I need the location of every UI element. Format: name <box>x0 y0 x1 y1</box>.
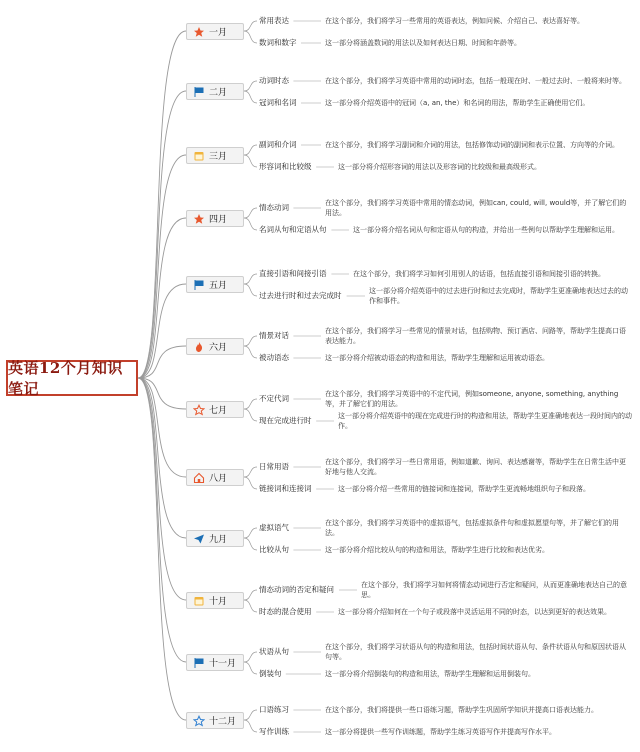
topic-description: 这一部分将涵盖数词的用法以及如何表达日期、时间和年龄等。 <box>325 39 521 47</box>
topic-label[interactable]: 情态动词 <box>259 203 289 212</box>
topic-description: 在这个部分，我们将学习英语中常用的动词时态，包括一般现在时、一般过去时、一般将来时等。 <box>325 77 626 85</box>
fire-icon <box>193 341 205 353</box>
month-node[interactable] <box>186 530 244 547</box>
topic-label[interactable]: 过去进行时和过去完成时 <box>259 291 342 300</box>
month-node[interactable] <box>186 338 244 355</box>
topic-label[interactable]: 比较从句 <box>259 545 289 554</box>
topic-label[interactable]: 日常用语 <box>259 462 289 471</box>
month-node[interactable] <box>186 592 244 609</box>
topic-label[interactable]: 副词和介词 <box>259 140 297 149</box>
topic-description: 在这个部分，我们将学习一些常见的情景对话，包括购物、预订酒店、问路等，帮助学生提高口语表达能力。 <box>325 327 626 345</box>
topic-label[interactable]: 状语从句 <box>259 647 289 656</box>
topic-label[interactable]: 动词时态 <box>259 76 289 85</box>
star-icon <box>193 213 205 225</box>
topic-description: 这一部分将介绍如何在一个句子或段落中灵活运用不同的时态，以达到更好的表达效果。 <box>338 608 611 616</box>
topic-label[interactable]: 冠词和名词 <box>259 98 297 107</box>
month-label: 三月 <box>209 152 228 162</box>
month-label: 二月 <box>209 88 228 98</box>
topic-description: 这一部分将提供一些写作训练题，帮助学生练习英语写作并提高写作水平。 <box>325 728 556 736</box>
month-label: 九月 <box>209 535 228 545</box>
topic-description: 在这个部分，我们将学习如何将情态动词进行否定和疑问，从而更准确地表达自己的意思。 <box>361 581 627 599</box>
topic-description: 这一部分将介绍名词从句和定语从句的构造，并给出一些例句以帮助学生理解和运用。 <box>353 226 619 234</box>
topic-label[interactable]: 现在完成进行时 <box>259 416 312 425</box>
month-label: 十二月 <box>209 717 237 727</box>
topic-description: 在这个部分，我们将提供一些口语练习题，帮助学生巩固所学知识并提高口语表达能力。 <box>325 706 598 714</box>
topic-label[interactable]: 形容词和比较级 <box>259 162 312 171</box>
topic-label[interactable]: 直接引语和间接引语 <box>259 269 327 278</box>
topic-description: 在这个部分，我们将学习英语中的虚拟语气，包括虚拟条件句和虚拟愿望句等，并了解它们的用法。 <box>325 519 619 537</box>
topic-label[interactable]: 不定代词 <box>259 394 289 403</box>
topic-label[interactable]: 虚拟语气 <box>259 523 289 532</box>
star-icon <box>193 26 205 38</box>
topic-description: 这一部分将介绍一些常用的链接词和连接词，帮助学生更流畅地组织句子和段落。 <box>338 485 590 493</box>
month-label: 八月 <box>209 474 228 484</box>
month-label: 十一月 <box>209 659 237 669</box>
root-node[interactable] <box>6 360 138 396</box>
month-label: 十月 <box>209 597 228 607</box>
topic-description: 这一部分将介绍英语中的过去进行时和过去完成时，帮助学生更准确地表达过去的动作和事件。 <box>369 287 628 305</box>
flag-icon <box>193 657 205 669</box>
star-outline-icon <box>193 715 205 727</box>
topic-description: 在这个部分，我们将学习副词和介词的用法，包括修饰动词的副词和表示位置、方向等的介词。 <box>325 141 619 149</box>
paper-plane-icon <box>193 533 205 545</box>
topic-label[interactable]: 名词从句和定语从句 <box>259 225 327 234</box>
topic-description: 这一部分将介绍英语中的现在完成进行时的构造和用法，帮助学生更准确地表达一段时间内的动作。 <box>338 412 632 430</box>
calendar-icon <box>193 595 205 607</box>
month-node[interactable] <box>186 469 244 486</box>
topic-description: 这一部分将介绍倒装句的构造和用法，帮助学生理解和运用倒装句。 <box>325 670 535 678</box>
topic-label[interactable]: 时态的混合使用 <box>259 607 312 616</box>
star-outline-icon <box>193 404 205 416</box>
topic-description: 这一部分将介绍形容词的用法以及形容词的比较级和最高级形式。 <box>338 163 541 171</box>
topic-label[interactable]: 数词和数字 <box>259 38 297 47</box>
topic-label[interactable]: 被动语态 <box>259 353 289 362</box>
topic-description: 这一部分将介绍英语中的冠词（a, an, the）和名词的用法，帮助学生正确使用它们。 <box>325 99 590 107</box>
topic-label[interactable]: 情景对话 <box>259 331 289 340</box>
topic-label[interactable]: 倒装句 <box>259 669 282 678</box>
topic-label[interactable]: 链接词和连接词 <box>259 484 312 493</box>
month-node[interactable] <box>186 712 244 729</box>
topic-description: 这一部分将介绍比较从句的构造和用法，帮助学生进行比较和表达优劣。 <box>325 546 549 554</box>
month-node[interactable] <box>186 401 244 418</box>
topic-label[interactable]: 口语练习 <box>259 705 289 714</box>
topic-description: 在这个部分，我们将学习英语中常用的情态动词，例如can, could, will, would等，并了解它们的用法。 <box>325 199 627 217</box>
month-label: 五月 <box>209 281 228 291</box>
month-label: 四月 <box>209 215 228 225</box>
month-node[interactable] <box>186 276 244 293</box>
month-label: 七月 <box>209 406 228 416</box>
calendar-icon <box>193 150 205 162</box>
topic-description: 在这个部分，我们将学习状语从句的构造和用法，包括时间状语从句、条件状语从句和原因状语从句等。 <box>325 643 626 661</box>
topic-label[interactable]: 写作训练 <box>259 727 289 736</box>
flag-icon <box>193 86 205 98</box>
topic-description: 在这个部分，我们将学习一些日常用语，例如道歉、询问、表达感谢等，帮助学生在日常生活中更好地与他人交流。 <box>325 458 626 476</box>
month-node[interactable] <box>186 147 244 164</box>
flag-icon <box>193 279 205 291</box>
topic-label[interactable]: 情态动词的否定和疑问 <box>259 585 334 594</box>
root-title: 英语12个月知识笔记 <box>8 359 123 398</box>
topic-description: 在这个部分，我们将学习如何引用别人的话语，包括直接引语和间接引语的转换。 <box>353 270 605 278</box>
home-icon <box>193 472 205 484</box>
month-node[interactable] <box>186 83 244 100</box>
month-label: 六月 <box>209 343 228 353</box>
month-node[interactable] <box>186 654 244 671</box>
topic-description: 在这个部分，我们将学习英语中的不定代词，例如someone, anyone, something, anything等，并了解它们的用法。 <box>325 390 619 408</box>
month-node[interactable] <box>186 23 244 40</box>
topic-description: 这一部分将介绍被动语态的构造和用法，帮助学生理解和运用被动语态。 <box>325 354 549 362</box>
month-node[interactable] <box>186 210 244 227</box>
topic-label[interactable]: 常用表达 <box>259 16 289 25</box>
month-label: 一月 <box>209 28 228 38</box>
topic-description: 在这个部分，我们将学习一些常用的英语表达，例如问候、介绍自己、表达喜好等。 <box>325 17 584 25</box>
